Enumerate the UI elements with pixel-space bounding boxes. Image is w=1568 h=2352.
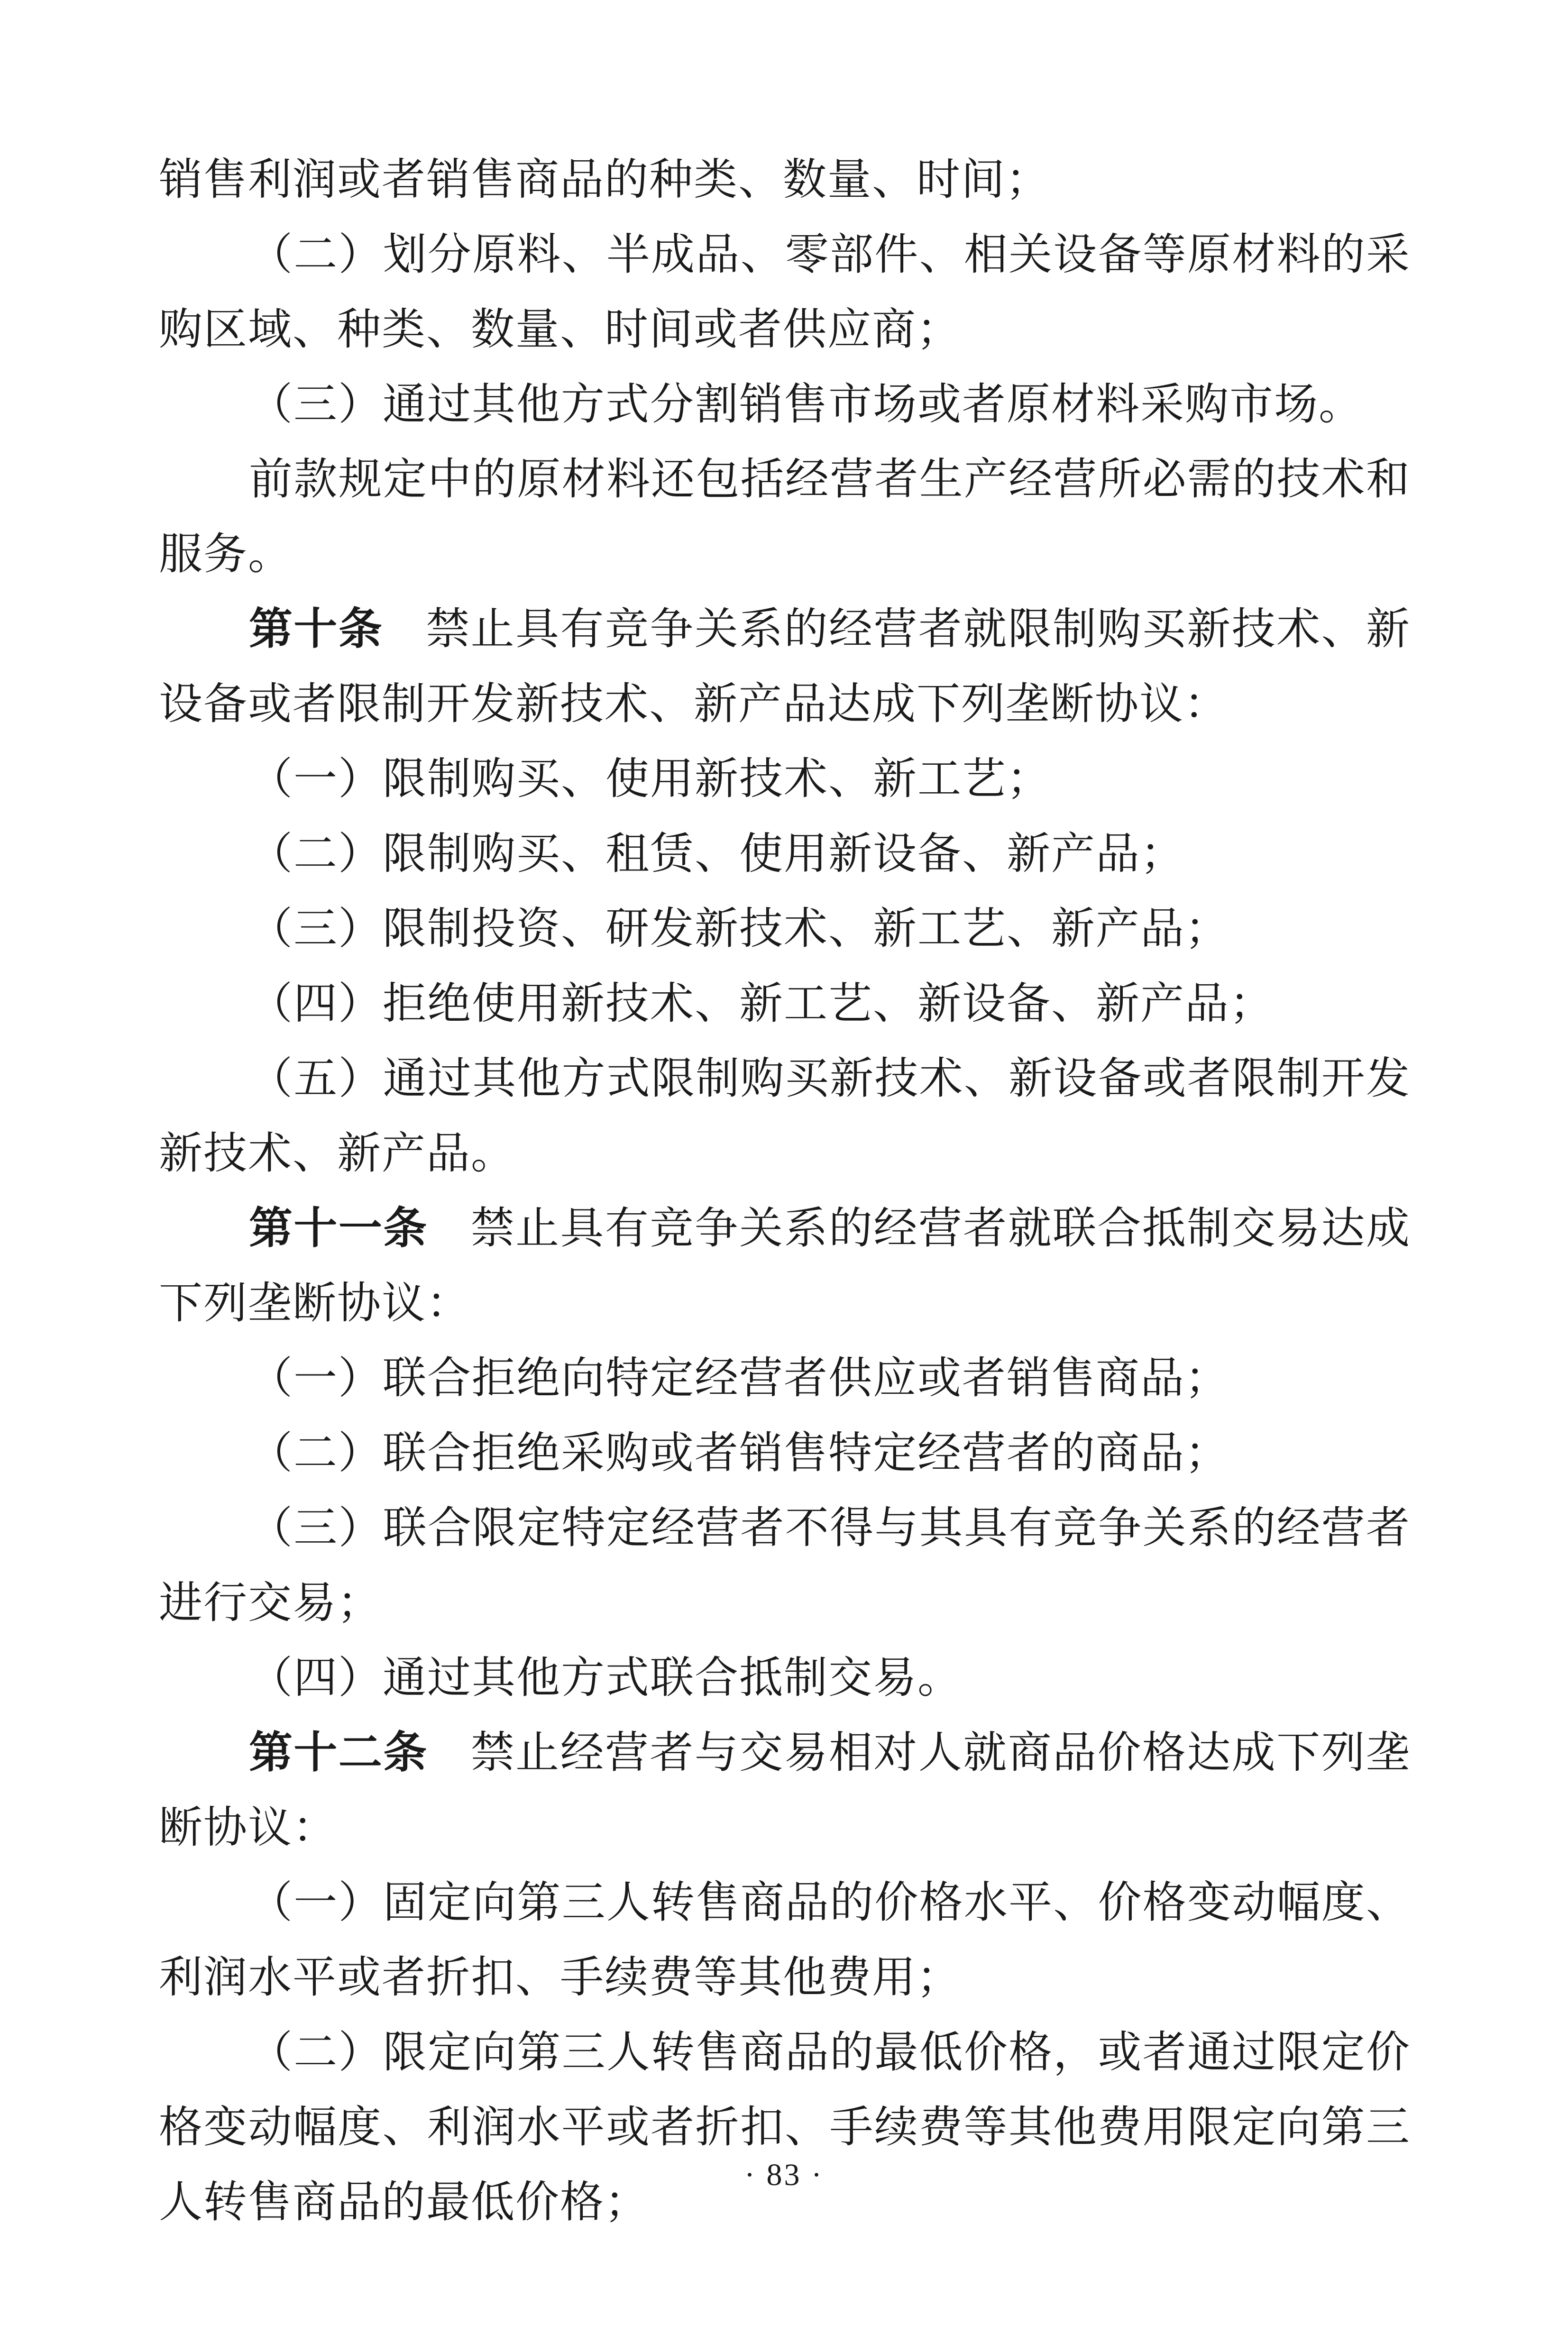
paragraph: [159, 1041, 1411, 1191]
paragraph-text: （四）拒绝使用新技术、新工艺、新设备、新产品；: [249, 978, 1275, 1029]
paragraph: [159, 1491, 1411, 1640]
paragraph-text: （二）划分原料、半成品、零部件、相关设备等原材料的采购区域、种类、数量、时间或者供应商；: [159, 229, 1411, 355]
paragraph-text: （二）联合拒绝采购或者销售特定经营者的商品；: [249, 1428, 1230, 1478]
paragraph-text: （一）限制购买、使用新技术、新工艺；: [249, 753, 1052, 804]
paragraph-text: （二）限定向第三人转售商品的最低价格，或者通过限定价格变动幅度、利润水平或者折扣、手续费等其他费用限定向第三人转售商品的最低价格；: [159, 2027, 1411, 2227]
paragraph-text: 禁止经营者与交易相对人就商品价格达成下列垄断协议：: [159, 1727, 1411, 1853]
paragraph-text: （一）固定向第三人转售商品的价格水平、价格变动幅度、利润水平或者折扣、手续费等其他费用；: [159, 1877, 1411, 2003]
article-title: 第十条: [249, 604, 384, 654]
article-paragraph: [159, 592, 1411, 741]
article-title: 第十二条: [249, 1727, 428, 1778]
page-number: · 83 ·: [744, 2158, 824, 2192]
paragraph-text: （五）通过其他方式限制购买新技术、新设备或者限制开发新技术、新产品。: [159, 1053, 1411, 1179]
paragraph: [159, 816, 1411, 891]
paragraph: [159, 217, 1411, 367]
paragraph-text: 禁止具有竞争关系的经营者就限制购买新技术、新设备或者限制开发新技术、新产品达成下列垄断协议：: [159, 604, 1411, 729]
article-paragraph: [159, 1191, 1411, 1341]
paragraph-text: （一）联合拒绝向特定经营者供应或者销售商品；: [249, 1353, 1230, 1403]
paragraph-text: （三）通过其他方式分割销售市场或者原材料采购市场。: [249, 379, 1364, 430]
article-title: 第十一条: [249, 1203, 428, 1254]
paragraph: [159, 2015, 1411, 2240]
paragraph: [159, 442, 1411, 592]
paragraph-text: 禁止具有竞争关系的经营者就联合抵制交易达成下列垄断协议：: [159, 1203, 1411, 1328]
paragraph: [159, 1341, 1411, 1416]
paragraph-text: （二）限制购买、租赁、使用新设备、新产品；: [249, 828, 1185, 879]
paragraph-text: 前款规定中的原材料还包括经营者生产经营所必需的技术和服务。: [159, 454, 1411, 579]
document-body: [159, 142, 1411, 2240]
paragraph: [159, 741, 1411, 816]
paragraph-text: （四）通过其他方式联合抵制交易。: [249, 1652, 963, 1703]
paragraph-text: （三）联合限定特定经营者不得与其具有竞争关系的经营者进行交易；: [159, 1502, 1411, 1628]
paragraph-text: （三）限制投资、研发新技术、新工艺、新产品；: [249, 903, 1230, 954]
paragraph: [159, 966, 1411, 1041]
article-paragraph: [159, 1715, 1411, 1865]
paragraph: [159, 1865, 1411, 2015]
paragraph: [159, 367, 1411, 442]
paragraph: [159, 1640, 1411, 1715]
paragraph: [159, 891, 1411, 966]
paragraph: [159, 142, 1411, 217]
paragraph: [159, 1416, 1411, 1491]
paragraph-text: 销售利润或者销售商品的种类、数量、时间；: [159, 154, 1051, 205]
